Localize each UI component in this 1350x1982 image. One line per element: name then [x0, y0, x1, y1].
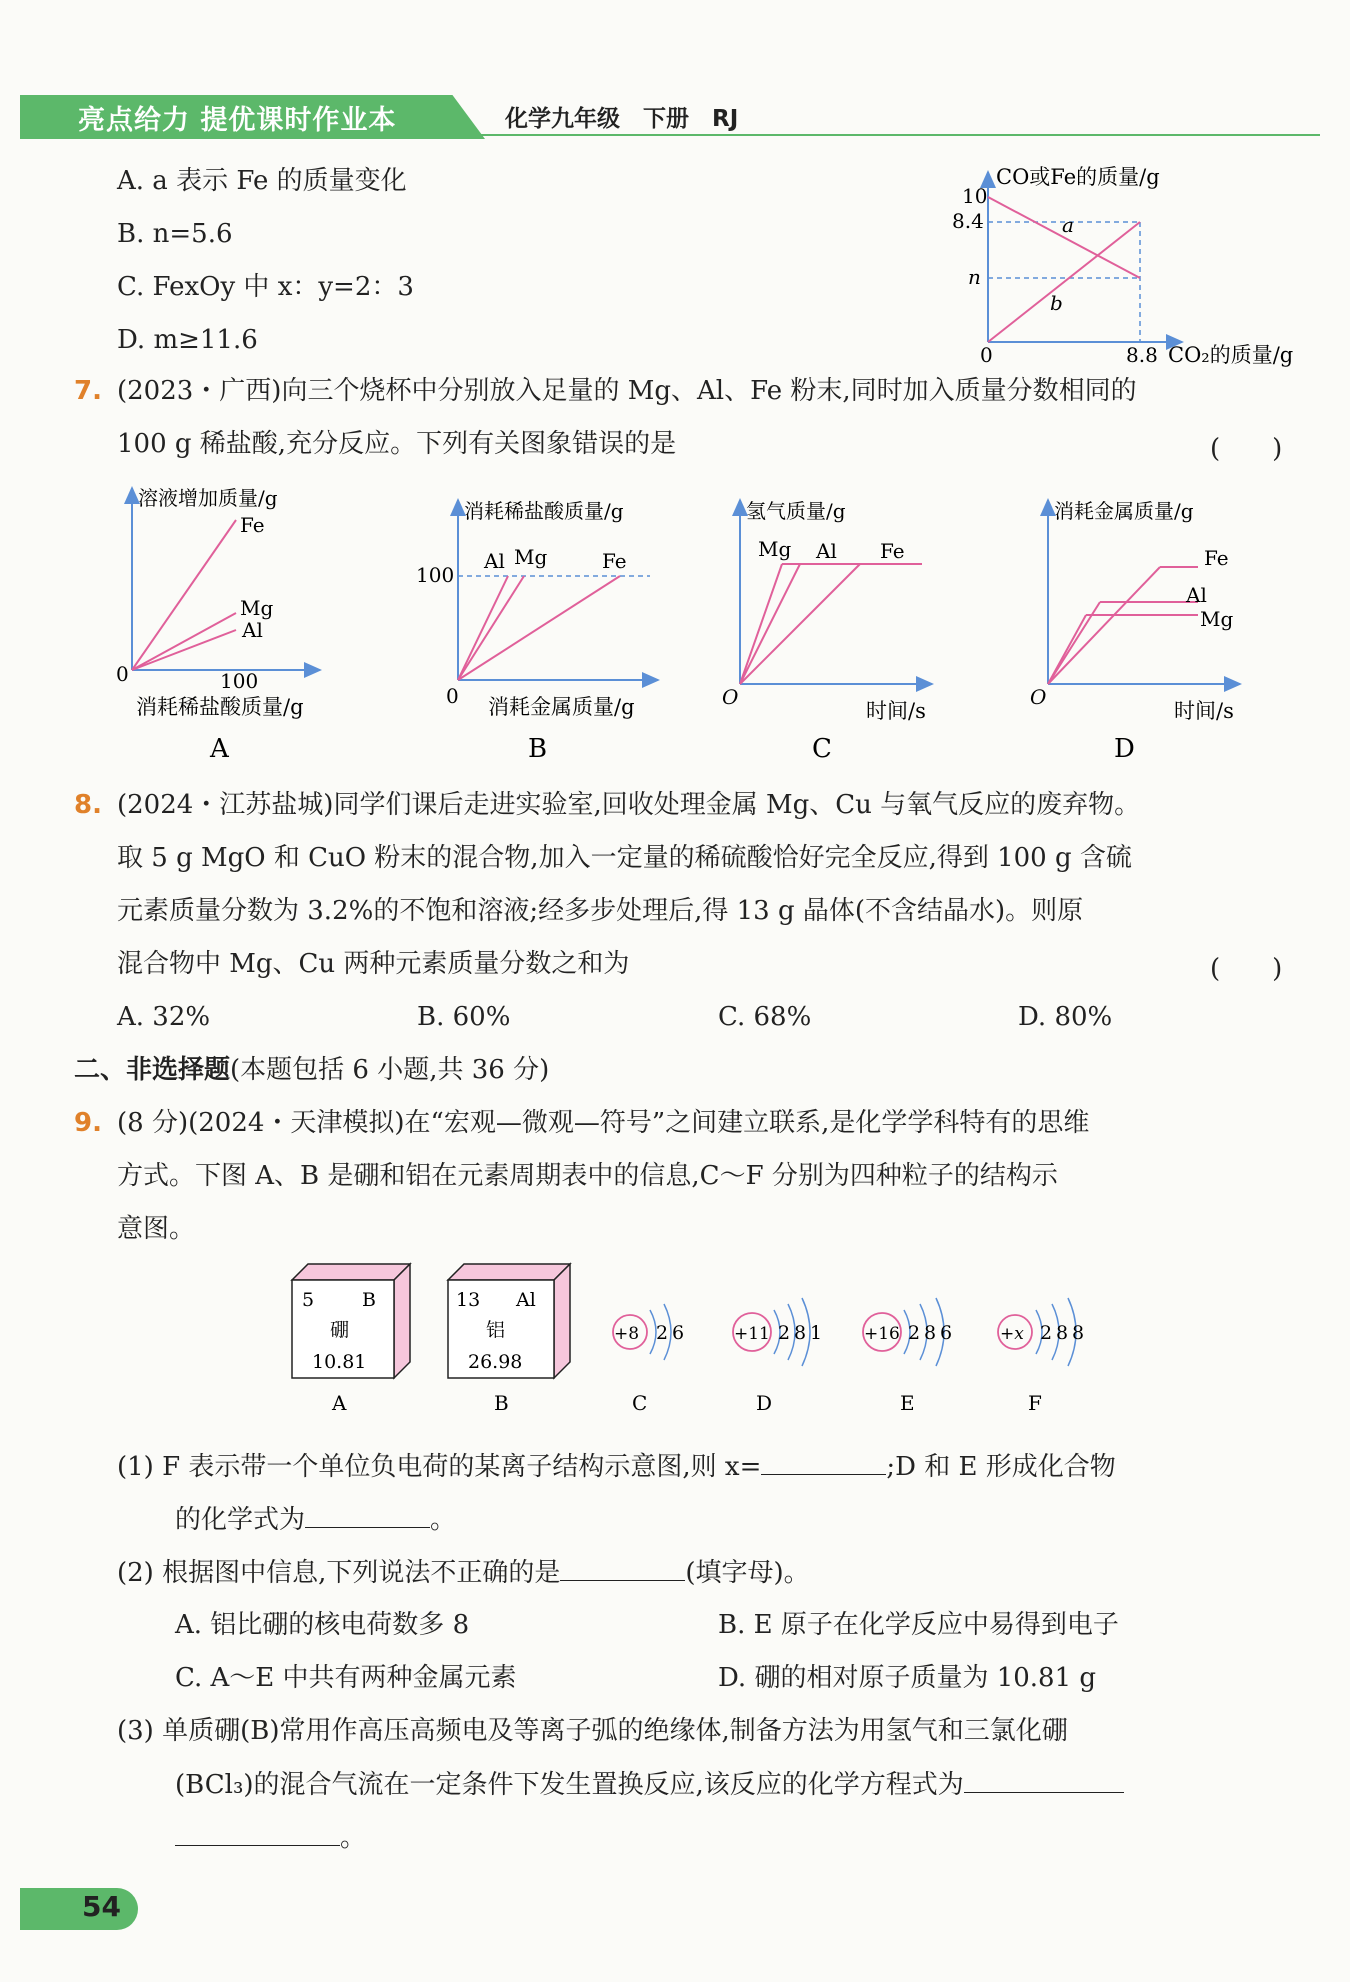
- q8-option-a: A. 32%: [117, 1002, 211, 1032]
- svg-text:2: 2: [778, 1322, 791, 1344]
- q7a-line-fe: [132, 520, 236, 670]
- q9-sub2-option-d: D. 硼的相对原子质量为 10.81 g: [718, 1663, 1097, 1693]
- svg-text:8: 8: [924, 1322, 937, 1344]
- q9-sub3-line1: (3) 单质硼(B)常用作高压高频电及等离子弧的绝缘体,制备方法为用氢气和三氯化硼: [117, 1716, 1068, 1746]
- q7a-y-label: 溶液增加质量/g: [138, 486, 278, 510]
- q7-chart-a: [116, 486, 320, 764]
- q9-number: 9.: [74, 1108, 102, 1138]
- q7b-x-label: 消耗金属质量/g: [488, 695, 635, 719]
- particle-f-diagram: [998, 1298, 1084, 1415]
- q9-sub2-blank[interactable]: [560, 1554, 685, 1581]
- q6-label-a: a: [1062, 213, 1074, 237]
- q8-line3: 元素质量分数为 3.2%的不饱和溶液;经多步处理后,得 13 g 晶体(不含结晶水)。则原: [117, 896, 1084, 926]
- q7a-origin: 0: [116, 662, 129, 686]
- q6-y-label: CO或Fe的质量/g: [996, 165, 1160, 189]
- header-title: 亮点给力 提优课时作业本: [78, 105, 397, 136]
- q8-option-d: D. 80%: [1018, 1002, 1113, 1032]
- q7b-y-tick: 100: [416, 563, 455, 587]
- q7a-label-al: Al: [242, 618, 263, 642]
- svg-text:B: B: [494, 1391, 509, 1415]
- q6-y-tick-n: n: [968, 265, 981, 289]
- q7b-origin: 0: [446, 684, 459, 708]
- q7d-line-al: [1048, 602, 1100, 684]
- q7c-caption: C: [812, 734, 832, 764]
- page-number: 54: [82, 1890, 121, 1923]
- q9-figure: [280, 1250, 1120, 1420]
- q7-charts: [110, 480, 1330, 770]
- q7d-line-fe: [1048, 567, 1160, 684]
- q7c-line-mg: [740, 564, 782, 684]
- q6-line-a: [988, 197, 1140, 278]
- q9-line3: 意图。: [117, 1214, 196, 1244]
- svg-text:铝: 铝: [486, 1319, 506, 1341]
- svg-text:1: 1: [810, 1322, 823, 1344]
- q9-sub3-blank-equation-b[interactable]: [175, 1819, 340, 1846]
- q9-line2: 方式。下图 A、B 是硼和铝在元素周期表中的信息,C～F 分别为四种粒子的结构示: [117, 1161, 1058, 1191]
- svg-text:Al: Al: [516, 1289, 536, 1311]
- svg-text:D: D: [756, 1391, 773, 1415]
- q7d-y-label: 消耗金属质量/g: [1054, 499, 1194, 523]
- header-divider: [460, 134, 1320, 136]
- svg-text:5: 5: [302, 1289, 315, 1311]
- q7b-label-al: Al: [484, 549, 505, 573]
- q9-sub1-text-a: (1) F 表示带一个单位负电荷的某离子结构示意图,则 x=: [117, 1452, 762, 1482]
- svg-text:C: C: [632, 1391, 648, 1415]
- q8-line4: 混合物中 Mg、Cu 两种元素质量分数之和为: [117, 949, 630, 979]
- svg-text:6: 6: [672, 1322, 685, 1344]
- q7c-line-al: [740, 564, 800, 684]
- q6-option-c: C. FexOy 中 x：y=2：3: [117, 272, 414, 302]
- q7a-label-fe: Fe: [240, 513, 265, 537]
- q7c-x-label: 时间/s: [866, 699, 926, 723]
- q7-number: 7.: [74, 376, 102, 406]
- svg-text:2: 2: [908, 1322, 921, 1344]
- section2-title: 二、非选择题: [74, 1055, 231, 1085]
- svg-text:26.98: 26.98: [468, 1351, 523, 1373]
- svg-text:E: E: [900, 1391, 915, 1415]
- q9-sub1-text-c: 的化学式为: [175, 1505, 306, 1535]
- svg-text:6: 6: [940, 1322, 953, 1344]
- q6-line-b: [988, 222, 1140, 342]
- svg-text:+8: +8: [614, 1324, 640, 1344]
- q9-sub1-blank-x[interactable]: [761, 1448, 886, 1475]
- q9-sub2-option-b: B. E 原子在化学反应中易得到电子: [718, 1610, 1119, 1640]
- q7-answer-paren: ( ): [1210, 434, 1283, 464]
- svg-text:8: 8: [794, 1322, 807, 1344]
- q7d-x-label: 时间/s: [1174, 699, 1234, 723]
- q7-chart-b: [416, 499, 658, 764]
- q7b-label-fe: Fe: [602, 549, 627, 573]
- q7c-origin: O: [722, 685, 739, 709]
- q7a-label-mg: Mg: [240, 596, 274, 620]
- q7c-y-label: 氢气质量/g: [746, 499, 846, 523]
- element-card-aluminum: [448, 1264, 570, 1415]
- q7c-line-fe: [740, 564, 860, 684]
- q7c-label-fe: Fe: [880, 539, 905, 563]
- q7-line1: (2023・广西)向三个烧杯中分别放入足量的 Mg、Al、Fe 粉末,同时加入质量分数相同的: [117, 376, 1137, 406]
- svg-text:2: 2: [1040, 1322, 1053, 1344]
- q7-chart-c: [722, 499, 932, 764]
- element-card-boron: [292, 1264, 410, 1415]
- svg-text:+11: +11: [734, 1324, 770, 1344]
- q7b-line-mg: [458, 576, 524, 680]
- q9-sub2-option-c: C. A～E 中共有两种金属元素: [175, 1663, 517, 1693]
- q8-line2: 取 5 g MgO 和 CuO 粉末的混合物,加入一定量的稀硫酸恰好完全反应,得到 100 g 含硫: [117, 843, 1132, 873]
- q8-option-c: C. 68%: [718, 1002, 812, 1032]
- q7a-line-al: [132, 630, 236, 670]
- svg-text:F: F: [1028, 1391, 1042, 1415]
- q7a-line-mg: [132, 613, 236, 670]
- q6-option-a: A. a 表示 Fe 的质量变化: [117, 166, 407, 196]
- q9-sub3-line2: (BCl₃)的混合气流在一定条件下发生置换反应,该反应的化学方程式为: [175, 1770, 964, 1800]
- q6-option-d: D. m≥11.6: [117, 325, 258, 355]
- q6-x-label: CO₂的质量/g: [1168, 343, 1294, 367]
- section2-note: (本题包括 6 小题,共 36 分): [230, 1055, 550, 1085]
- q9-line1: (8 分)(2024・天津模拟)在“宏观—微观—符号”之间建立联系,是化学学科特有的思维: [117, 1108, 1090, 1138]
- q7d-label-mg: Mg: [1200, 607, 1234, 631]
- particle-c-diagram: [613, 1304, 684, 1415]
- q6-y-tick-8.4: 8.4: [952, 209, 984, 233]
- q7b-caption: B: [528, 734, 548, 764]
- q7d-origin: O: [1030, 685, 1047, 709]
- svg-text:10.81: 10.81: [312, 1351, 367, 1373]
- q6-x-tick-0: 0: [980, 343, 993, 367]
- q6-y-tick-10: 10: [962, 184, 988, 208]
- q7d-label-al: Al: [1186, 583, 1207, 607]
- q7c-label-mg: Mg: [758, 537, 792, 561]
- q6-label-b: b: [1050, 291, 1063, 315]
- svg-text:硼: 硼: [330, 1319, 350, 1341]
- svg-text:B: B: [362, 1289, 376, 1311]
- q9-sub2-text: (2) 根据图中信息,下列说法不正确的是: [117, 1558, 561, 1588]
- q9-sub2-option-a: A. 铝比硼的核电荷数多 8: [175, 1610, 470, 1640]
- q8-number: 8.: [74, 790, 102, 820]
- q7a-x-tick: 100: [220, 669, 259, 693]
- svg-text:8: 8: [1056, 1322, 1069, 1344]
- svg-text:+16: +16: [864, 1324, 900, 1344]
- q6-x-tick-8.8: 8.8: [1126, 343, 1158, 367]
- svg-text:8: 8: [1072, 1322, 1085, 1344]
- q9-sub1-text-b: ;D 和 E 形成化合物: [886, 1452, 1116, 1482]
- q9-sub1-blank-formula[interactable]: [305, 1501, 430, 1528]
- svg-text:2: 2: [656, 1322, 669, 1344]
- q7-line2: 100 g 稀盐酸,充分反应。下列有关图象错误的是: [117, 429, 677, 459]
- q7a-caption: A: [210, 734, 229, 764]
- q9-sub3-blank-equation-a[interactable]: [964, 1766, 1124, 1793]
- svg-text:+x: +x: [1000, 1324, 1024, 1344]
- svg-text:13: 13: [456, 1289, 481, 1311]
- q8-answer-paren: ( ): [1210, 954, 1283, 984]
- q8-line1: (2024・江苏盐城)同学们课后走进实验室,回收处理金属 Mg、Cu 与氧气反应的废弃物。: [117, 790, 1141, 820]
- q6-chart: [950, 160, 1320, 370]
- q7d-label-fe: Fe: [1204, 546, 1229, 570]
- q7c-label-al: Al: [816, 539, 837, 563]
- q7-chart-d: [1030, 499, 1240, 764]
- q7a-x-label: 消耗稀盐酸质量/g: [136, 695, 304, 719]
- header-subtitle: 化学九年级 下册 RJ: [505, 106, 739, 132]
- q7b-y-label: 消耗稀盐酸质量/g: [464, 499, 624, 523]
- q7d-caption: D: [1114, 734, 1135, 764]
- svg-text:A: A: [332, 1391, 347, 1415]
- q7b-label-mg: Mg: [514, 545, 548, 569]
- q8-option-b: B. 60%: [417, 1002, 511, 1032]
- particle-e-diagram: [863, 1298, 952, 1415]
- q6-option-b: B. n=5.6: [117, 219, 233, 249]
- particle-d-diagram: [733, 1298, 822, 1415]
